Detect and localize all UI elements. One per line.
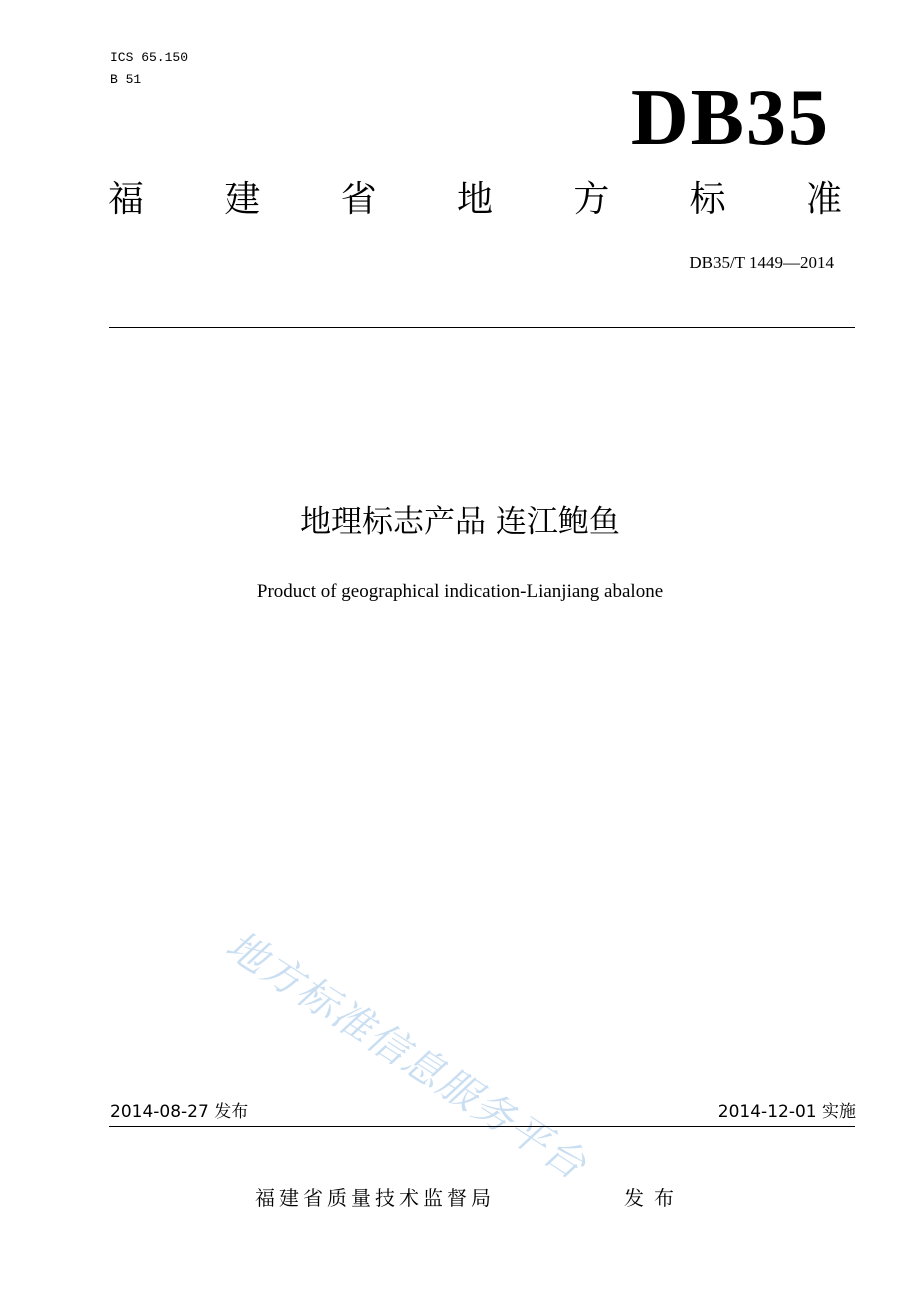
standard-type-char: 地 bbox=[456, 179, 493, 220]
implementation-date: 2014-12-01 实施 bbox=[717, 1102, 856, 1122]
ccs-code: B 51 bbox=[110, 72, 142, 87]
issue-date: 2014-08-27 发布 bbox=[110, 1102, 249, 1122]
bottom-divider bbox=[109, 1126, 855, 1127]
standard-number: DB35/T 1449—2014 bbox=[689, 253, 834, 272]
publisher-name: 福建省质量技术监督局 bbox=[255, 1186, 495, 1210]
top-divider bbox=[109, 327, 855, 328]
watermark: 地方标准信息服务平台 bbox=[217, 922, 595, 1190]
standard-type-char: 准 bbox=[805, 179, 842, 220]
standard-type-char: 方 bbox=[573, 179, 610, 220]
ics-code: ICS 65.150 bbox=[110, 50, 189, 65]
title-chinese: 地理标志产品 连江鲍鱼 bbox=[300, 504, 620, 540]
standard-type-char: 建 bbox=[224, 179, 261, 220]
standard-type-char: 标 bbox=[689, 179, 726, 220]
standard-type-char: 省 bbox=[340, 179, 377, 220]
title-english: Product of geographical indication-Lianjiang abalone bbox=[256, 581, 664, 602]
classification-codes bbox=[110, 47, 188, 91]
standard-type-heading bbox=[108, 178, 842, 222]
publisher-action: 发布 bbox=[624, 1186, 684, 1210]
standard-code-large: DB35 bbox=[630, 74, 830, 162]
standard-type-char: 福 bbox=[108, 179, 145, 220]
